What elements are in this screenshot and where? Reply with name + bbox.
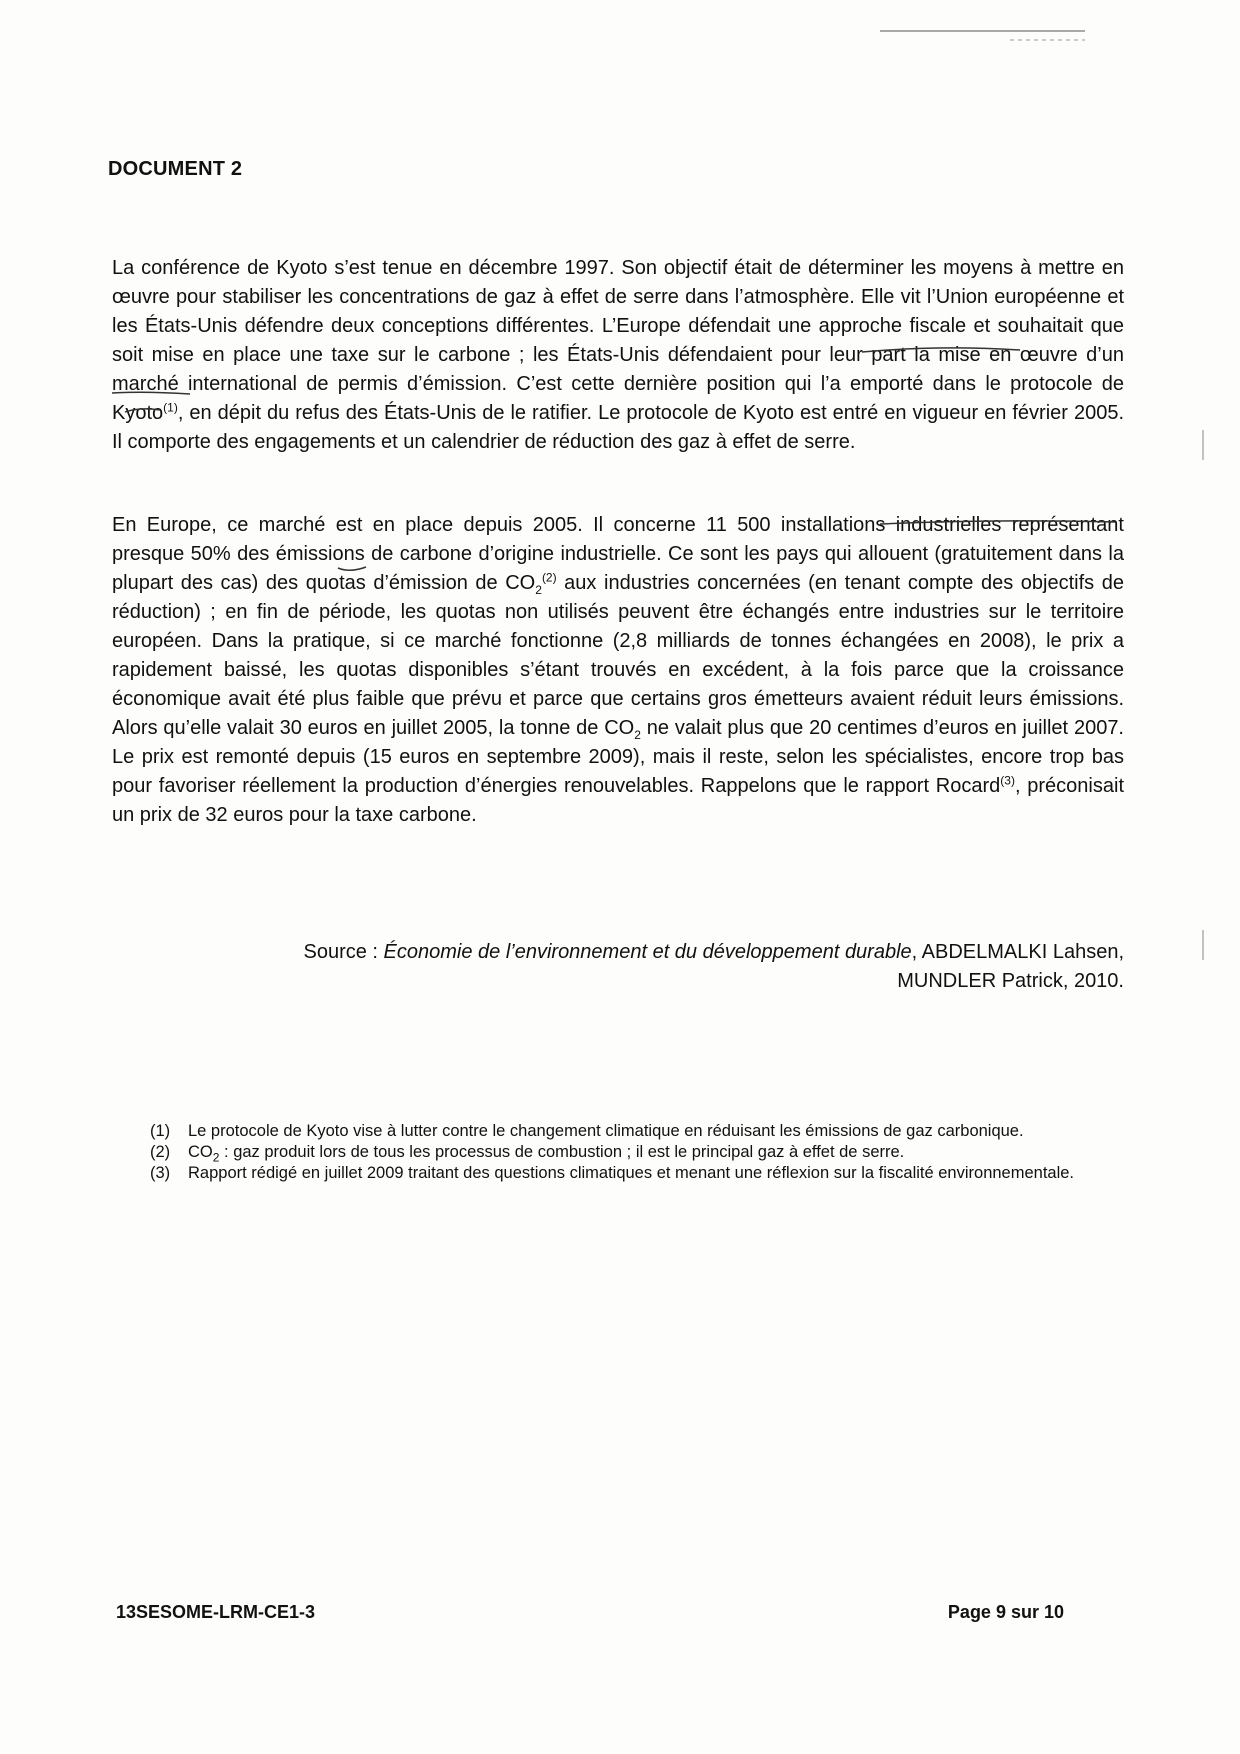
footnote-text: Le protocole de Kyoto vise à lutter contre le changement climatique en réduisant les émissions de gaz carbonique. <box>188 1122 1024 1140</box>
footer-document-code: 13SESOME-LRM-CE1-3 <box>116 1602 316 1622</box>
handwritten-circle <box>338 567 366 570</box>
document-title: DOCUMENT 2 <box>108 158 243 180</box>
footnote-ref-3: (3) <box>1000 773 1015 788</box>
handwritten-underline <box>125 409 160 412</box>
paragraph-2-text-b: aux industries concernées (en tenant compte des objectifs de réduction) ; en fin de période, les quotas non utilisés peuvent être échangés entre industries sur le territoire européen. Dans la pratique, si ce marché fonctionne (2,8 milliards de tonnes échangées en 2008), le prix a rapidement baissé, les quotas disponibles s’étant trouvés en excédent, à la fois parce que la croissance économique avait été plus faible que prévu et parce que certains gros émetteurs avaient réduit leurs émissions. Alors qu’elle valait 30 euros en juillet 2005, la tonne de CO <box>112 572 1124 739</box>
footnote-number: (1) <box>150 1122 171 1140</box>
footnote-text: : gaz produit lors de tous les processus de combustion ; il est le principal gaz à effet de serre. <box>219 1143 905 1161</box>
co2-subscript: 2 <box>634 728 641 742</box>
footer-page-number: Page 9 sur 10 <box>947 1602 1064 1622</box>
paragraph-2-text-a: En Europe, ce marché est en place depuis 2005. Il concerne 11 500 installations industrielles représentant presque 50% des émissions de carbone d’origine industrielle. Ce sont les pays qui allouent (gratuitement dans la plupart des cas) des quotas d’émission de CO <box>112 514 1124 594</box>
footnote-ref-1: (1) <box>163 400 178 415</box>
footnote-number: (2) <box>150 1143 171 1161</box>
co2-subscript: 2 <box>535 583 542 597</box>
paragraph-1-text-a: La conférence de Kyoto s’est tenue en décembre 1997. Son objectif était de déterminer les moyens à mettre en œuvre pour stabiliser les concentrations de gaz à effet de serre dans l’atmosphère. Elle vit l’Union européenne et les États-Unis défendre deux conceptions différentes. L’Europe défendait une approche fiscale et souhaitait que soit mise en place une taxe sur le carbone ; les États-Unis défendaient pour leur part la mise en œuvre d’un marché international de permis d’émission. C’est cette dernière position qui l’a emporté dans le protocole de Kyoto <box>112 257 1124 424</box>
footnote-text-prefix: CO <box>188 1143 213 1161</box>
source-authors-line2: MUNDLER Patrick, 2010. <box>897 970 1124 992</box>
paragraph-2-text-c: ne valait plus que 20 centimes d’euros en juillet 2007. Le prix est remonté depuis (15 euros en septembre 2009), mais il reste, selon les spécialistes, encore trop bas pour favoriser réellement la production d’énergies renouvelables. Rappelons que le rapport Rocard <box>112 717 1124 797</box>
handwritten-underline <box>862 348 1020 352</box>
footnote-text: Rapport rédigé en juillet 2009 traitant des questions climatiques et menant une réflexion sur la fiscalité environnementale. <box>188 1164 1075 1182</box>
handwritten-underline <box>880 521 1115 524</box>
co2-subscript: 2 <box>212 1150 220 1165</box>
paragraph-2-text-d: , préconisait un prix de 32 euros pour la taxe carbone. <box>112 775 1124 826</box>
footnote-ref-2: (2) <box>541 570 557 585</box>
source-prefix: Source : <box>303 941 384 963</box>
source-work-title: Économie de l’environnement et du développement durable <box>383 941 912 963</box>
source-authors-line1: , ABDELMALKI Lahsen, <box>911 941 1124 963</box>
footnote-number: (3) <box>150 1164 171 1182</box>
paragraph-1-text-b: , en dépit du refus des États-Unis de le ratifier. Le protocole de Kyoto est entré en vigueur en février 2005. Il comporte des engagements et un calendrier de réduction des gaz à effet de serre. <box>112 402 1124 453</box>
handwritten-underline <box>112 392 190 394</box>
